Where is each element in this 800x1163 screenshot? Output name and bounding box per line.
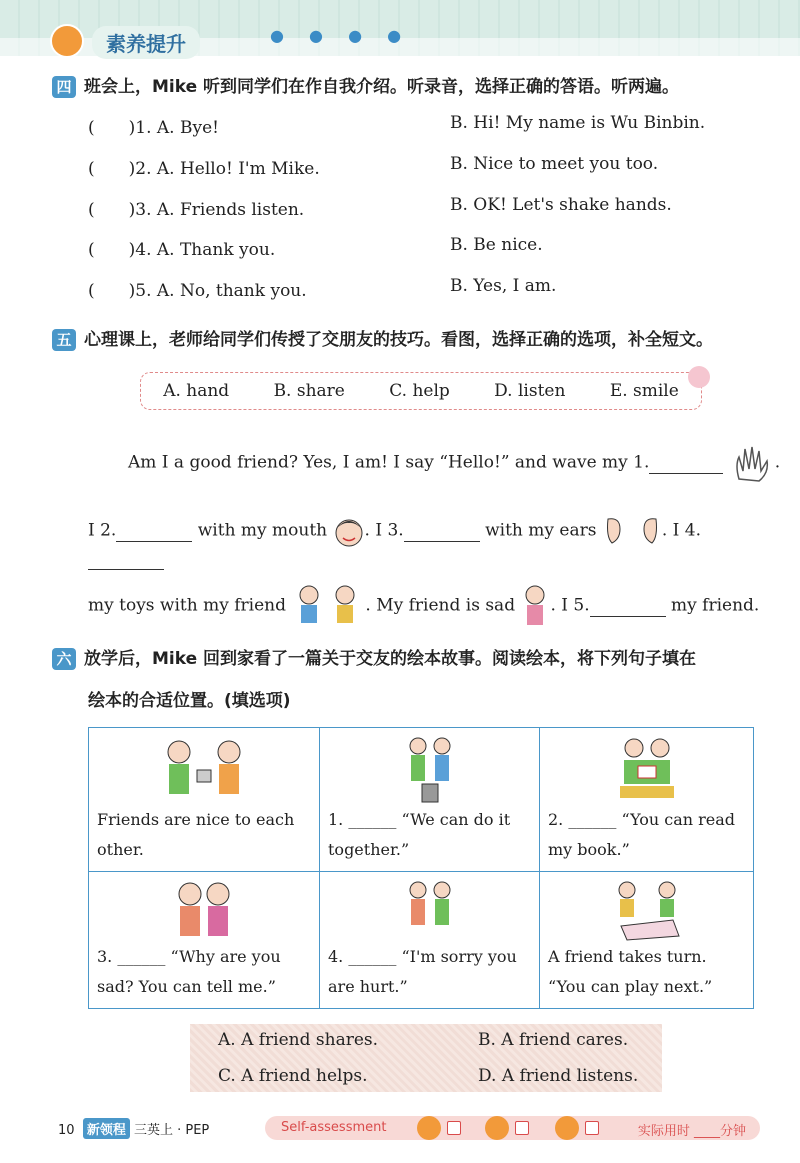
q2-b: B. Nice to meet you too. — [450, 154, 659, 174]
page-number: 10 — [58, 1123, 75, 1138]
book-label: 三英上 · PEP — [133, 1123, 210, 1138]
q4-a: ( )4. A. Thank you. — [88, 240, 276, 260]
friends-gift-illustration — [149, 736, 259, 806]
cell-3-text: 2. ______ “You can read my book.” — [548, 810, 736, 859]
fox-rating-icon — [485, 1116, 509, 1140]
q4-b: B. Be nice. — [450, 235, 543, 255]
q2-a: ( )2. A. Hello! I'm Mike. — [88, 159, 320, 179]
q3-a: ( )3. A. Friends listen. — [88, 200, 305, 220]
q5-b: B. Yes, I am. — [450, 276, 557, 296]
carrying-bucket-illustration — [400, 736, 460, 812]
answer-a: A. A friend shares. — [218, 1030, 379, 1050]
passage-2d: with my ears — [485, 520, 597, 541]
section-5-text: 心理课上，老师给同学们传授了交朋友的技巧。看图，选择正确的选项，补全短文。 — [84, 330, 713, 350]
passage-1-end: . — [774, 452, 781, 473]
cell-6-text: A friend takes turn. “You can play next.” — [548, 947, 713, 996]
passage-2b: with my mouth — [197, 520, 328, 541]
blank-1[interactable] — [649, 453, 723, 474]
section-5-badge: 五 — [52, 329, 76, 351]
answer-options-box — [190, 1024, 662, 1092]
fox-rating-icon — [417, 1116, 441, 1140]
section-6-title — [52, 644, 696, 670]
passage-2a: I 2. — [88, 520, 117, 541]
reading-book-illustration — [612, 736, 682, 808]
blank-4[interactable] — [88, 549, 164, 570]
blank-5[interactable] — [590, 596, 666, 617]
children-sharing-icon — [291, 583, 365, 629]
rating-checkbox-2[interactable] — [515, 1121, 529, 1135]
section-6-text-1: 放学后，Mike 回到家看了一篇关于交友的绘本故事。阅读绘本，将下列句子填在 — [84, 649, 697, 669]
passage-line-3 — [88, 583, 768, 629]
section-4-text: 班会上，Mike 听到同学们在作自我介绍。听录音，选择正确的答语。听两遍。 — [84, 77, 680, 97]
section-5-title — [52, 325, 713, 351]
paw-prints-icon: ● ● ● ● — [270, 26, 412, 45]
picture-book-cell-2 — [320, 728, 540, 872]
ears-icon — [602, 515, 662, 547]
fox-rating-icon — [555, 1116, 579, 1140]
section-4-title — [52, 72, 679, 98]
passage-3d: my friend. — [671, 595, 760, 616]
option-e: E. smile — [609, 381, 679, 401]
self-assessment-bar — [265, 1116, 760, 1140]
cell-5-text: 4. ______ “I'm sorry you are hurt.” — [328, 947, 517, 996]
answer-c: C. A friend helps. — [218, 1066, 368, 1086]
word-options-box — [140, 372, 702, 410]
blank-2[interactable] — [116, 521, 192, 542]
option-a: A. hand — [163, 381, 230, 401]
header-title: 素养提升 — [92, 26, 200, 59]
picture-book-cell-4 — [89, 872, 320, 1008]
answer-d: D. A friend listens. — [478, 1066, 639, 1086]
section-6-text-2: 绘本的合适位置。(填选项) — [88, 691, 291, 711]
page-header — [0, 0, 800, 56]
rating-checkbox-3[interactable] — [585, 1121, 599, 1135]
board-game-illustration — [607, 880, 687, 942]
option-b: B. share — [273, 381, 345, 401]
passage-3b: . My friend is sad — [365, 595, 516, 616]
option-d: D. listen — [494, 381, 566, 401]
footer-info — [58, 1118, 209, 1139]
picture-book-cell-1 — [89, 728, 320, 872]
passage-line-2 — [88, 513, 768, 570]
waving-hand-icon — [729, 443, 775, 483]
time-spent: 实际用时 ____分钟 — [637, 1124, 746, 1139]
rating-checkbox-1[interactable] — [447, 1121, 461, 1135]
q1-b: B. Hi! My name is Wu Binbin. — [450, 113, 706, 133]
q5-a: ( )5. A. No, thank you. — [88, 281, 307, 301]
option-c: C. help — [389, 381, 450, 401]
q1-a: ( )1. A. Bye! — [88, 118, 219, 138]
section-6-badge: 六 — [52, 648, 76, 670]
self-assessment-label: Self-assessment — [281, 1120, 387, 1135]
sad-girl-icon — [520, 583, 550, 629]
passage-1-text: Am I a good friend? Yes, I am! I say “Hello!” and wave my 1. — [128, 452, 650, 473]
picture-book-cell-5 — [320, 872, 540, 1008]
cell-2-text: 1. ______ “We can do it together.” — [328, 810, 511, 859]
passage-2e: . I 4. — [661, 520, 702, 541]
passage-3a: my toys with my friend — [88, 595, 286, 616]
hurt-friend-illustration — [400, 880, 460, 950]
cell-1-text: Friends are nice to each other. — [97, 810, 295, 859]
passage-3c: . I 5. — [550, 595, 590, 616]
comforting-friend-illustration — [164, 880, 244, 946]
passage-line-1 — [128, 443, 780, 483]
fox-mascot-icon — [50, 24, 84, 58]
q3-b: B. OK! Let's shake hands. — [450, 195, 672, 215]
picture-book-grid — [88, 727, 754, 1009]
answer-b: B. A friend cares. — [478, 1030, 629, 1050]
picture-book-cell-3 — [540, 728, 753, 872]
butterfly-icon — [688, 366, 710, 388]
cell-4-text: 3. ______ “Why are you sad? You can tell me.” — [97, 947, 281, 996]
section-4-badge: 四 — [52, 76, 76, 98]
brand-logo: 新领程 — [83, 1118, 130, 1139]
blank-3[interactable] — [404, 521, 480, 542]
passage-2c: . I 3. — [364, 520, 404, 541]
smiling-boy-icon — [333, 513, 365, 549]
picture-book-cell-6 — [540, 872, 753, 1008]
